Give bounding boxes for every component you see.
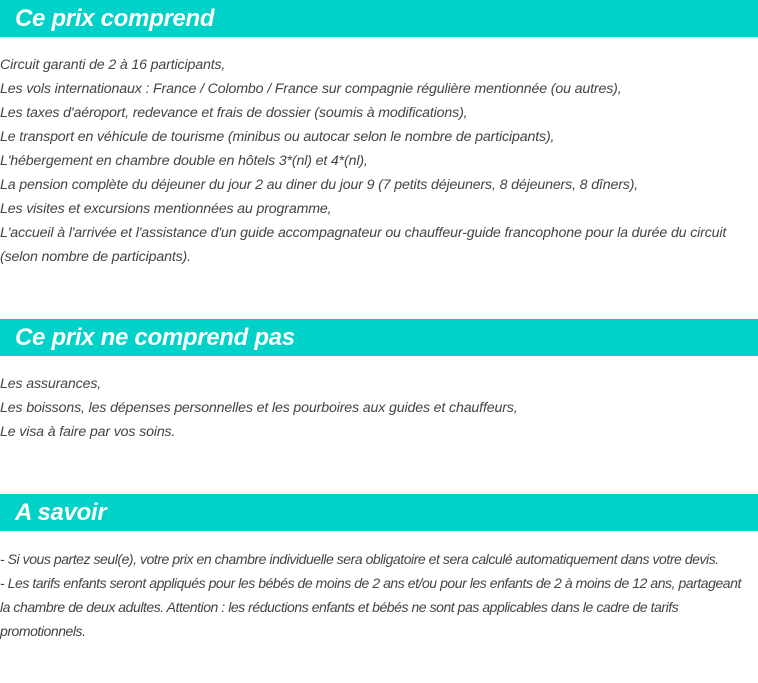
list-item: L'accueil à l'arrivée et l'assistance d'un guide accompagnateur ou chauffeur-guide francophone pour la durée du circuit (selon nombre de participants).	[0, 225, 727, 265]
included-list	[0, 37, 758, 269]
list-item: Les boissons, les dépenses personnelles et les pourboires aux guides et chauffeurs,	[0, 400, 518, 416]
good-to-know-list	[0, 531, 758, 643]
list-item: Les taxes d'aéroport, redevance et frais de dossier (soumis à modifications),	[0, 105, 468, 121]
section-title-good-to-know: A savoir	[0, 494, 758, 531]
list-item: Le visa à faire par vos soins.	[0, 424, 176, 440]
list-item: La pension complète du déjeuner du jour 2 au diner du jour 9 (7 petits déjeuners, 8 déjeuners, 8 dîners),	[0, 177, 639, 193]
section-included	[0, 0, 758, 269]
list-item: L'hébergement en chambre double en hôtels 3*(nl) et 4*(nl),	[0, 153, 368, 169]
section-title-included: Ce prix comprend	[0, 0, 758, 37]
section-good-to-know	[0, 494, 758, 643]
not-included-list	[0, 356, 758, 444]
list-item: Les vols internationaux : France / Colombo / France sur compagnie régulière mentionnée (ou autres),	[0, 81, 622, 97]
list-item: - Si vous partez seul(e), votre prix en chambre individuelle sera obligatoire et sera calculé automatiquement dans votre devis.	[0, 551, 719, 567]
list-item: Circuit garanti de 2 à 16 participants,	[0, 57, 226, 73]
list-item: - Les tarifs enfants seront appliqués pour les bébés de moins de 2 ans et/ou pour les enfants de 2 à moins de 12 ans, partageant la chambre de deux adultes. Attention : les réductions enfants et bébés ne sont pas applicables dans le cadre de tarifs promotionnels.	[0, 575, 741, 639]
list-item: Le transport en véhicule de tourisme (minibus ou autocar selon le nombre de participants),	[0, 129, 555, 145]
section-title-not-included: Ce prix ne comprend pas	[0, 319, 758, 356]
list-item: Les visites et excursions mentionnées au programme,	[0, 201, 332, 217]
section-not-included	[0, 319, 758, 444]
list-item: Les assurances,	[0, 376, 102, 392]
